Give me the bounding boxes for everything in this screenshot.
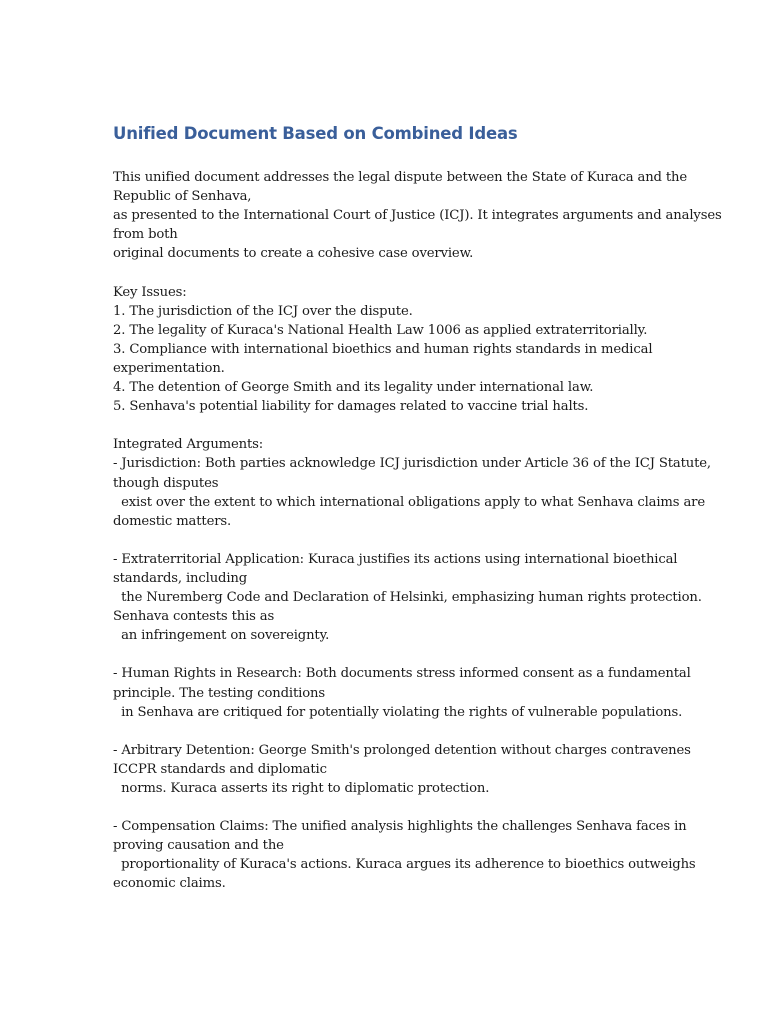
blank-line	[113, 798, 673, 817]
text-line: 3. Compliance with international bioethics and human rights standards in medical	[113, 341, 653, 357]
text-line: experimentation.	[113, 360, 225, 376]
text-line: 4. The detention of George Smith and its legality under international law.	[113, 380, 594, 396]
text-line: ICCPR standards and diplomatic	[113, 761, 327, 777]
blank-line	[113, 263, 673, 282]
text-line: 1. The jurisdiction of the ICJ over the dispute.	[113, 303, 413, 319]
document-title: Unified Document Based on Combined Ideas	[113, 124, 518, 143]
text-line: principle. The testing conditions	[113, 685, 325, 701]
text-line: in Senhava are critiqued for potentially violating the rights of vulnerable populations.	[113, 704, 683, 720]
blank-line	[113, 722, 673, 741]
text-line: Key Issues:	[113, 284, 187, 300]
text-line: 2. The legality of Kuraca's National Health Law 1006 as applied extraterritorially.	[113, 322, 648, 338]
text-line: norms. Kuraca asserts its right to diplomatic protection.	[113, 781, 490, 796]
blank-line	[113, 531, 673, 550]
text-line: as presented to the International Court of Justice (ICJ). It integrates arguments and analyses	[113, 208, 722, 224]
text-line: economic claims.	[113, 876, 226, 892]
text-line: Republic of Senhava,	[113, 189, 252, 205]
text-line: This unified document addresses the legal dispute between the State of Kuraca and the	[113, 170, 688, 185]
text-line: standards, including	[113, 570, 248, 586]
text-line: Senhava contests this as	[113, 609, 275, 625]
text-line: though disputes	[113, 475, 219, 491]
text-line: 5. Senhava's potential liability for damages related to vaccine trial halts.	[113, 399, 589, 415]
text-line: proportionality of Kuraca's actions. Kuraca argues its adherence to bioethics outweighs	[113, 857, 696, 873]
text-line: - Compensation Claims: The unified analysis highlights the challenges Senhava faces in	[113, 819, 687, 835]
text-line: - Extraterritorial Application: Kuraca justifies its actions using international bioethical	[113, 551, 678, 567]
text-line: from both	[113, 227, 178, 243]
text-line: domestic matters.	[113, 513, 232, 529]
document-body	[113, 168, 722, 894]
text-line: an infringement on sovereignty.	[113, 628, 330, 644]
text-line: - Human Rights in Research: Both documents stress informed consent as a fundamental	[113, 666, 691, 682]
text-line: the Nuremberg Code and Declaration of Helsinki, emphasizing human rights protection.	[113, 590, 702, 606]
blank-line	[113, 645, 673, 664]
text-line: exist over the extent to which international obligations apply to what Senhava claims are	[113, 494, 705, 510]
text-line: - Jurisdiction: Both parties acknowledge ICJ jurisdiction under Article 36 of the ICJ Statute,	[113, 456, 711, 472]
text-line: Integrated Arguments:	[113, 437, 264, 453]
blank-line	[113, 416, 673, 435]
text-line: - Arbitrary Detention: George Smith's prolonged detention without charges contravenes	[113, 742, 691, 758]
text-line: original documents to create a cohesive case overview.	[113, 246, 474, 262]
text-line: proving causation and the	[113, 838, 284, 854]
